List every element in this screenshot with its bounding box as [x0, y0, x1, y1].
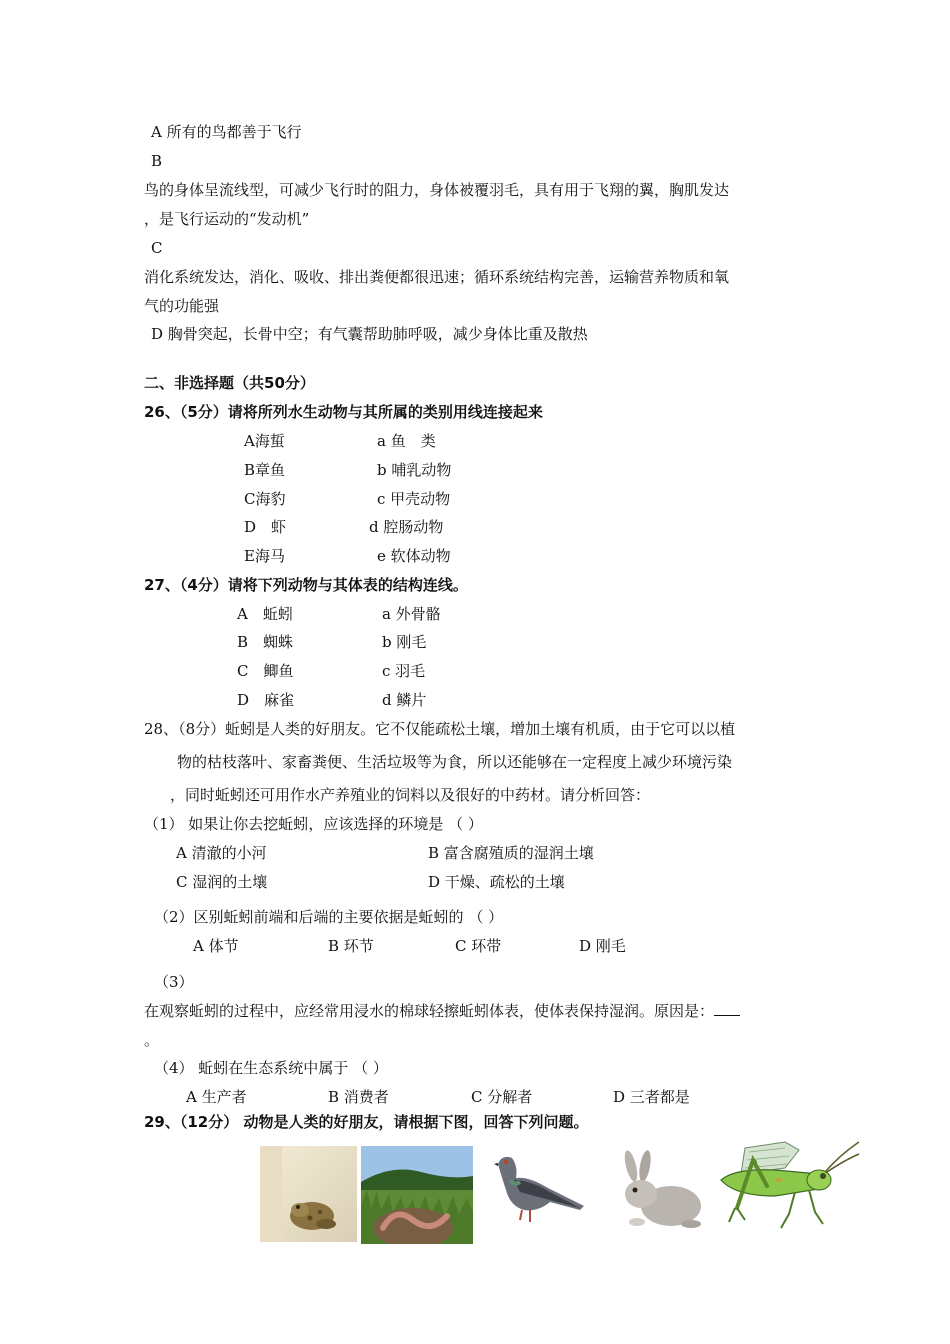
- q27-left-item: C 鲫鱼: [237, 662, 294, 680]
- q27-left-item: B 蜘蛛: [237, 633, 294, 651]
- q27-right-item: c 羽毛: [382, 662, 426, 680]
- q28-sub2-option: D 刚毛: [579, 937, 626, 955]
- earthworm-image: [361, 1146, 473, 1244]
- section-title: 二、非选择题（共50分）: [144, 374, 315, 392]
- pigeon-image: [484, 1146, 588, 1230]
- q28-sub3-text: [144, 1001, 740, 1021]
- q26-left-item: A海蜇: [244, 432, 285, 450]
- q26-right-item: a 鱼 类: [377, 432, 436, 450]
- q28-sub1-option: D 干燥、疏松的土壤: [428, 873, 565, 891]
- q27-right-item: a 外骨骼: [382, 605, 441, 623]
- q29-title: 29、（12分） 动物是人类的好朋友，请根据下图，回答下列问题。: [144, 1113, 589, 1131]
- q28-sub3-question: 在观察蚯蚓的过程中，应经常用浸水的棉球轻擦蚯蚓体表，使体表保持湿润。原因是：: [144, 1002, 715, 1020]
- q26-right-item: c 甲壳动物: [377, 490, 451, 508]
- q27-title: 27、（4分）请将下列动物与其体表的结构连线。: [144, 576, 468, 594]
- q27-right-item: b 刚毛: [382, 633, 427, 651]
- q28-sub1-option: C 湿润的土壤: [176, 873, 268, 891]
- grasshopper-image: [715, 1138, 861, 1236]
- q25-option-a: A 所有的鸟都善于飞行: [151, 123, 302, 141]
- frog-image: [260, 1146, 357, 1242]
- q26-title: 26、（5分）请将所列水生动物与其所属的类别用线连接起来: [144, 403, 543, 421]
- answer-blank[interactable]: [714, 1001, 740, 1016]
- q25-option-b-letter: B: [151, 152, 163, 170]
- q26-left-item: D 虾: [244, 518, 287, 536]
- q25-option-b-line2: ，是飞行运动的“发动机”: [144, 210, 310, 228]
- q28-sub1-option: B 富含腐殖质的湿润土壤: [428, 844, 594, 862]
- q25-option-c-line2: 气的功能强: [144, 297, 220, 315]
- q28-sub1-option: A 清澈的小河: [176, 844, 267, 862]
- q28-sub2-option: C 环带: [455, 937, 502, 955]
- q28-sub2: （2）区别蚯蚓前端和后端的主要依据是蚯蚓的 （ ）: [154, 908, 504, 926]
- q28-sub4: （4） 蚯蚓在生态系统中属于 （ ）: [154, 1059, 388, 1077]
- q27-right-item: d 鳞片: [382, 691, 427, 709]
- q27-left-item: A 蚯蚓: [237, 605, 293, 623]
- q26-right-item: b 哺乳动物: [377, 461, 452, 479]
- q26-left-item: B章鱼: [244, 461, 286, 479]
- q28-sub4-option: C 分解者: [471, 1088, 533, 1106]
- q28-line2: 物的枯枝落叶、家畜粪便、生活垃圾等为食，所以还能够在一定程度上减少环境污染: [177, 753, 733, 771]
- q26-right-item: e 软体动物: [377, 547, 451, 565]
- q28-line3: ，同时蚯蚓还可用作水产养殖业的饲料以及很好的中药材。请分析回答：: [170, 786, 651, 804]
- q28-line1: [144, 719, 735, 739]
- q28-sub4-option: B 消费者: [328, 1088, 389, 1106]
- q25-option-b-line1: 鸟的身体呈流线型，可减少飞行时的阻力，身体被覆羽毛，具有用于飞翔的翼，胸肌发达: [144, 181, 730, 199]
- q26-right-item: d 腔肠动物: [369, 518, 444, 536]
- q28-sub2-option: A 体节: [193, 937, 239, 955]
- q25-option-d: D 胸骨突起，长骨中空；有气囊帮助肺呼吸，减少身体比重及散热: [151, 325, 588, 343]
- q28-sub3-number: （3）: [154, 973, 194, 991]
- q28-sub4-option: A 生产者: [186, 1088, 247, 1106]
- q28-line1-text: 28、（8分）蚯蚓是人类的好朋友。它不仅能疏松土壤，增加土壤有机质，由于它可以以植: [144, 720, 736, 738]
- q25-option-c-letter: C: [151, 239, 163, 257]
- q26-left-item: E海马: [244, 547, 285, 565]
- rabbit-image: [615, 1146, 705, 1232]
- q28-sub3-end: 。: [144, 1031, 160, 1049]
- q27-left-item: D 麻雀: [237, 691, 295, 709]
- q28-sub4-option: D 三者都是: [613, 1088, 690, 1106]
- q25-option-c-line1: 消化系统发达，消化、吸收、排出粪便都很迅速；循环系统结构完善，运输营养物质和氧: [144, 268, 730, 286]
- q28-sub2-option: B 环节: [328, 937, 374, 955]
- q28-sub1: （1） 如果让你去挖蚯蚓，应该选择的环境是 （ ）: [144, 815, 483, 833]
- q26-left-item: C海豹: [244, 490, 286, 508]
